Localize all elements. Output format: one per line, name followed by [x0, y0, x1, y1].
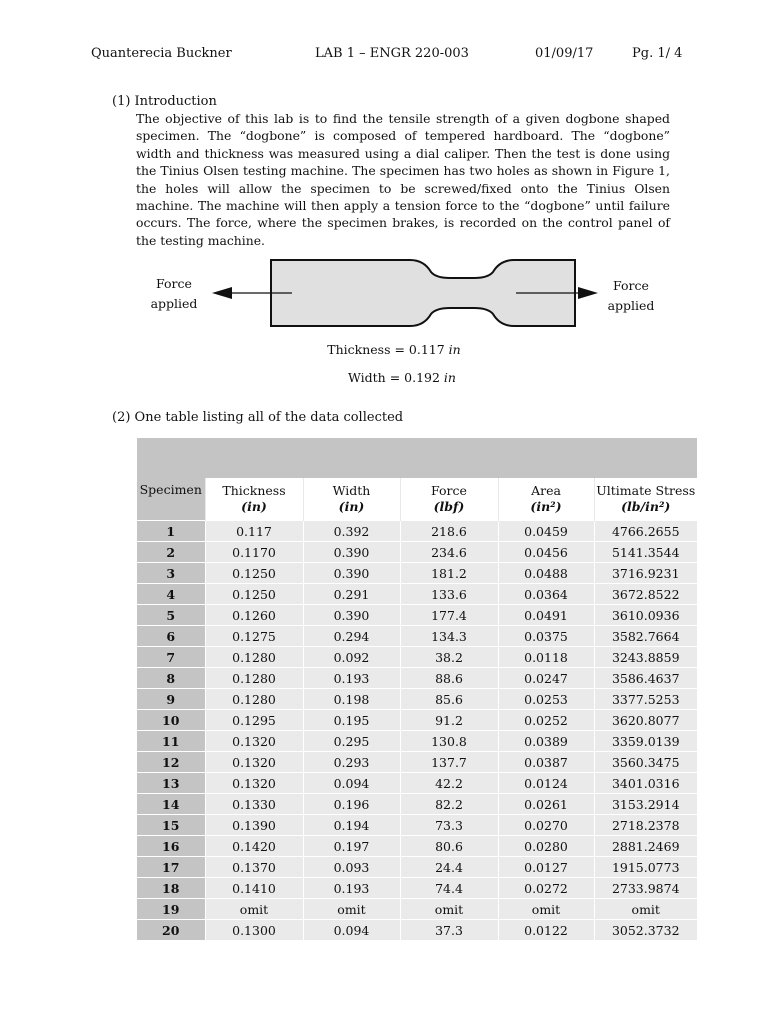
cell-width: 0.093: [303, 857, 400, 878]
cell-ultimate-stress: 3560.3475: [594, 752, 697, 773]
cell-thickness: 0.1280: [205, 647, 303, 668]
cell-area: 0.0253: [498, 689, 594, 710]
cell-specimen: 13: [137, 773, 205, 794]
cell-ultimate-stress: 3586.4637: [594, 668, 697, 689]
cell-specimen: 12: [137, 752, 205, 773]
cell-area: 0.0118: [498, 647, 594, 668]
cell-area: 0.0252: [498, 710, 594, 731]
cell-area: 0.0456: [498, 542, 594, 563]
cell-specimen: 10: [137, 710, 205, 731]
cell-force: 85.6: [400, 689, 498, 710]
cell-force: 37.3: [400, 920, 498, 941]
cell-ultimate-stress: 3052.3732: [594, 920, 697, 941]
cell-area: 0.0491: [498, 605, 594, 626]
table-row: [137, 857, 697, 878]
cell-thickness: 0.1320: [205, 773, 303, 794]
cell-area: 0.0364: [498, 584, 594, 605]
table-row: [137, 731, 697, 752]
cell-width: 0.092: [303, 647, 400, 668]
date: 01/09/17: [535, 46, 594, 61]
table-row: [137, 920, 697, 941]
cell-specimen: 15: [137, 815, 205, 836]
cell-thickness: 0.1410: [205, 878, 303, 899]
cell-width: 0.195: [303, 710, 400, 731]
cell-specimen: 11: [137, 731, 205, 752]
right-arrowhead-icon: [578, 287, 598, 299]
cell-thickness: 0.1320: [205, 731, 303, 752]
cell-force: 82.2: [400, 794, 498, 815]
cell-specimen: 8: [137, 668, 205, 689]
cell-force: omit: [400, 899, 498, 920]
cell-force: 42.2: [400, 773, 498, 794]
cell-ultimate-stress: 3153.2914: [594, 794, 697, 815]
cell-ultimate-stress: omit: [594, 899, 697, 920]
cell-thickness: omit: [205, 899, 303, 920]
table-row: [137, 605, 697, 626]
cell-area: 0.0459: [498, 521, 594, 542]
intro-paragraph: The objective of this lab is to find the tensile strength of a given dogbone shaped specimen. The “dogbone” is composed of tempered hardboard. The “dogbone” width and thickness was measured using a dial caliper. Then the test is done using the Tinius Olsen testing machine. The specimen has two holes as shown in Figure 1, the holes will allow the specimen to be screwed/fixed onto the Tinius Olsen machine. The machine will then apply a tension force to the “dogbone” until failure occurs. The force, where the specimen brakes, is recorded on the control panel of the testing machine.: [136, 111, 670, 248]
cell-area: 0.0261: [498, 794, 594, 815]
cell-thickness: 0.1295: [205, 710, 303, 731]
force-applied-right: Force applied: [607, 278, 655, 313]
cell-specimen: 19: [137, 899, 205, 920]
cell-specimen: 14: [137, 794, 205, 815]
cell-specimen: 2: [137, 542, 205, 563]
cell-thickness: 0.1300: [205, 920, 303, 941]
cell-width: 0.194: [303, 815, 400, 836]
cell-ultimate-stress: 2733.9874: [594, 878, 697, 899]
cell-force: 218.6: [400, 521, 498, 542]
col-header-specimen: Specimen: [137, 478, 205, 521]
table-row: [137, 521, 697, 542]
table-row: [137, 689, 697, 710]
cell-force: 73.3: [400, 815, 498, 836]
cell-force: 80.6: [400, 836, 498, 857]
data-table: [137, 438, 697, 940]
cell-ultimate-stress: 3243.8859: [594, 647, 697, 668]
table-row: [137, 773, 697, 794]
cell-force: 177.4: [400, 605, 498, 626]
cell-ultimate-stress: 1915.0773: [594, 857, 697, 878]
cell-force: 74.4: [400, 878, 498, 899]
lab-title: LAB 1 – ENGR 220-003: [315, 46, 469, 61]
cell-force: 134.3: [400, 626, 498, 647]
width-measurement: Width = 0.192 in: [348, 370, 456, 385]
table-row: [137, 878, 697, 899]
table-row: [137, 815, 697, 836]
cell-specimen: 18: [137, 878, 205, 899]
cell-ultimate-stress: 5141.3544: [594, 542, 697, 563]
col-header-width: Width (in): [303, 478, 400, 521]
cell-thickness: 0.1370: [205, 857, 303, 878]
table-row: [137, 626, 697, 647]
cell-force: 24.4: [400, 857, 498, 878]
cell-width: 0.196: [303, 794, 400, 815]
cell-area: 0.0247: [498, 668, 594, 689]
cell-thickness: 0.1250: [205, 563, 303, 584]
cell-width: 0.094: [303, 920, 400, 941]
intro-heading: (1) Introduction: [112, 94, 217, 109]
cell-area: 0.0270: [498, 815, 594, 836]
cell-width: 0.193: [303, 668, 400, 689]
table-row: [137, 542, 697, 563]
cell-force: 234.6: [400, 542, 498, 563]
force-applied-left: Force applied: [150, 276, 198, 311]
cell-width: omit: [303, 899, 400, 920]
cell-width: 0.392: [303, 521, 400, 542]
cell-force: 91.2: [400, 710, 498, 731]
cell-thickness: 0.1280: [205, 689, 303, 710]
table-row: [137, 710, 697, 731]
cell-thickness: 0.1320: [205, 752, 303, 773]
table-row: [137, 647, 697, 668]
table-row: [137, 668, 697, 689]
cell-area: omit: [498, 899, 594, 920]
cell-ultimate-stress: 4766.2655: [594, 521, 697, 542]
cell-specimen: 16: [137, 836, 205, 857]
table-body: [137, 521, 697, 941]
cell-width: 0.197: [303, 836, 400, 857]
col-header-ultimate-stress: Ultimate Stress (lb/in²): [594, 478, 697, 521]
cell-thickness: 0.1280: [205, 668, 303, 689]
cell-specimen: 7: [137, 647, 205, 668]
cell-specimen: 4: [137, 584, 205, 605]
cell-width: 0.193: [303, 878, 400, 899]
cell-area: 0.0389: [498, 731, 594, 752]
table-header-row: [137, 478, 697, 521]
cell-thickness: 0.1420: [205, 836, 303, 857]
cell-thickness: 0.1170: [205, 542, 303, 563]
cell-force: 181.2: [400, 563, 498, 584]
cell-specimen: 1: [137, 521, 205, 542]
cell-width: 0.291: [303, 584, 400, 605]
cell-area: 0.0124: [498, 773, 594, 794]
cell-ultimate-stress: 3359.0139: [594, 731, 697, 752]
cell-ultimate-stress: 3610.0936: [594, 605, 697, 626]
cell-specimen: 9: [137, 689, 205, 710]
cell-width: 0.390: [303, 542, 400, 563]
col-header-area: Area (in²): [498, 478, 594, 521]
author-name: Quanterecia Buckner: [91, 46, 232, 61]
cell-ultimate-stress: 3401.0316: [594, 773, 697, 794]
table-row: [137, 752, 697, 773]
cell-ultimate-stress: 3377.5253: [594, 689, 697, 710]
left-arrowhead-icon: [212, 287, 232, 299]
cell-area: 0.0387: [498, 752, 594, 773]
cell-ultimate-stress: 3582.7664: [594, 626, 697, 647]
data-table-heading: (2) One table listing all of the data collected: [112, 410, 404, 425]
table-top-band: [137, 438, 697, 478]
cell-force: 130.8: [400, 731, 498, 752]
table-row: [137, 794, 697, 815]
cell-area: 0.0280: [498, 836, 594, 857]
cell-thickness: 0.1390: [205, 815, 303, 836]
cell-width: 0.295: [303, 731, 400, 752]
cell-area: 0.0122: [498, 920, 594, 941]
cell-width: 0.094: [303, 773, 400, 794]
cell-ultimate-stress: 3620.8077: [594, 710, 697, 731]
cell-width: 0.198: [303, 689, 400, 710]
cell-thickness: 0.1330: [205, 794, 303, 815]
cell-thickness: 0.117: [205, 521, 303, 542]
cell-width: 0.294: [303, 626, 400, 647]
cell-area: 0.0488: [498, 563, 594, 584]
col-header-thickness: Thickness (in): [205, 478, 303, 521]
cell-specimen: 3: [137, 563, 205, 584]
page-header: [91, 46, 691, 66]
dogbone-figure: [150, 252, 650, 338]
table-row: [137, 584, 697, 605]
cell-specimen: 20: [137, 920, 205, 941]
cell-ultimate-stress: 3716.9231: [594, 563, 697, 584]
cell-thickness: 0.1275: [205, 626, 303, 647]
cell-specimen: 17: [137, 857, 205, 878]
cell-force: 38.2: [400, 647, 498, 668]
page-number: Pg. 1/ 4: [632, 46, 683, 61]
cell-width: 0.293: [303, 752, 400, 773]
cell-force: 137.7: [400, 752, 498, 773]
cell-ultimate-stress: 2881.2469: [594, 836, 697, 857]
cell-area: 0.0375: [498, 626, 594, 647]
table-row: [137, 836, 697, 857]
cell-force: 88.6: [400, 668, 498, 689]
cell-specimen: 6: [137, 626, 205, 647]
cell-width: 0.390: [303, 563, 400, 584]
cell-area: 0.0127: [498, 857, 594, 878]
cell-force: 133.6: [400, 584, 498, 605]
cell-thickness: 0.1250: [205, 584, 303, 605]
cell-width: 0.390: [303, 605, 400, 626]
table-row: [137, 563, 697, 584]
cell-specimen: 5: [137, 605, 205, 626]
thickness-measurement: Thickness = 0.117 in: [327, 342, 461, 357]
cell-ultimate-stress: 2718.2378: [594, 815, 697, 836]
cell-thickness: 0.1260: [205, 605, 303, 626]
table-row: [137, 899, 697, 920]
col-header-force: Force (lbf): [400, 478, 498, 521]
cell-ultimate-stress: 3672.8522: [594, 584, 697, 605]
cell-area: 0.0272: [498, 878, 594, 899]
